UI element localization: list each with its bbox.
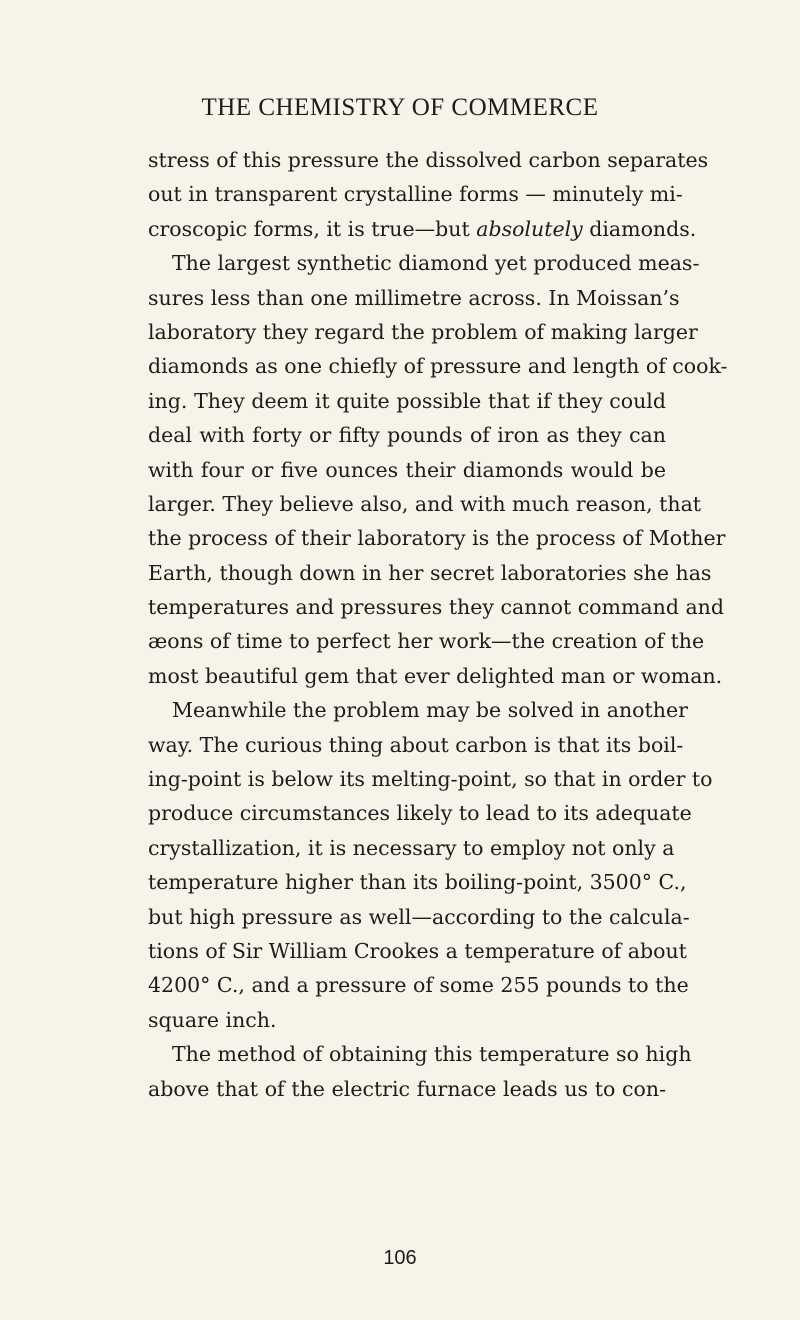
text-line: sures less than one millimetre across. In Moissan’s xyxy=(148,285,680,310)
text-line: 4200° C., and a pressure of some 255 pounds to the xyxy=(148,973,689,998)
text-line: diamonds as one chiefly of pressure and length of cook- xyxy=(148,354,728,379)
text-line: way. The curious thing about carbon is that its boil- xyxy=(148,732,684,757)
text-line: crystallization, it is necessary to employ not only a xyxy=(148,835,675,860)
text-line: temperatures and pressures they cannot command and xyxy=(148,595,725,620)
text-line: Earth, though down in her secret laboratories she has xyxy=(148,560,712,585)
running-head: THE CHEMISTRY OF COMMERCE xyxy=(201,94,599,121)
text-line: but high pressure as well—according to the calcula- xyxy=(148,904,690,929)
text-line: The method of obtaining this temperature so high xyxy=(172,1042,692,1067)
text-line: tions of Sir William Crookes a temperature of about xyxy=(148,938,687,963)
text-line: square inch. xyxy=(148,1007,277,1032)
text-line: laboratory they regard the problem of making larger xyxy=(148,319,698,344)
text-line: Meanwhile the problem may be solved in another xyxy=(172,698,688,723)
text-line: æons of time to perfect her work—the creation of the xyxy=(148,629,705,654)
text-line: ing-point is below its melting-point, so that in order to xyxy=(148,767,713,792)
text-line: with four or five ounces their diamonds would be xyxy=(148,457,666,482)
body-text xyxy=(148,143,728,1106)
text-line: larger. They believe also, and with much reason, that xyxy=(148,491,702,516)
text-line: produce circumstances likely to lead to its adequate xyxy=(148,801,692,826)
text-line: ing. They deem it quite possible that if they could xyxy=(148,388,666,413)
text-line: out in transparent crystalline forms — minutely mi- xyxy=(148,182,683,207)
text-line: The largest synthetic diamond yet produced meas- xyxy=(172,251,700,276)
emphasized-word: absolutely xyxy=(476,216,583,241)
text-line: croscopic forms, it is true—but absolutely diamonds. xyxy=(148,216,697,241)
text-line: most beautiful gem that ever delighted man or woman. xyxy=(148,663,723,688)
text-line: above that of the electric furnace leads us to con- xyxy=(148,1076,666,1101)
text-line: the process of their laboratory is the process of Mother xyxy=(148,526,726,551)
text-line: deal with forty or fifty pounds of iron as they can xyxy=(148,423,666,448)
page-number: 106 xyxy=(383,1247,417,1269)
text-line: stress of this pressure the dissolved carbon separates xyxy=(148,148,709,172)
text-line: temperature higher than its boiling-point, 3500° C., xyxy=(148,870,687,895)
